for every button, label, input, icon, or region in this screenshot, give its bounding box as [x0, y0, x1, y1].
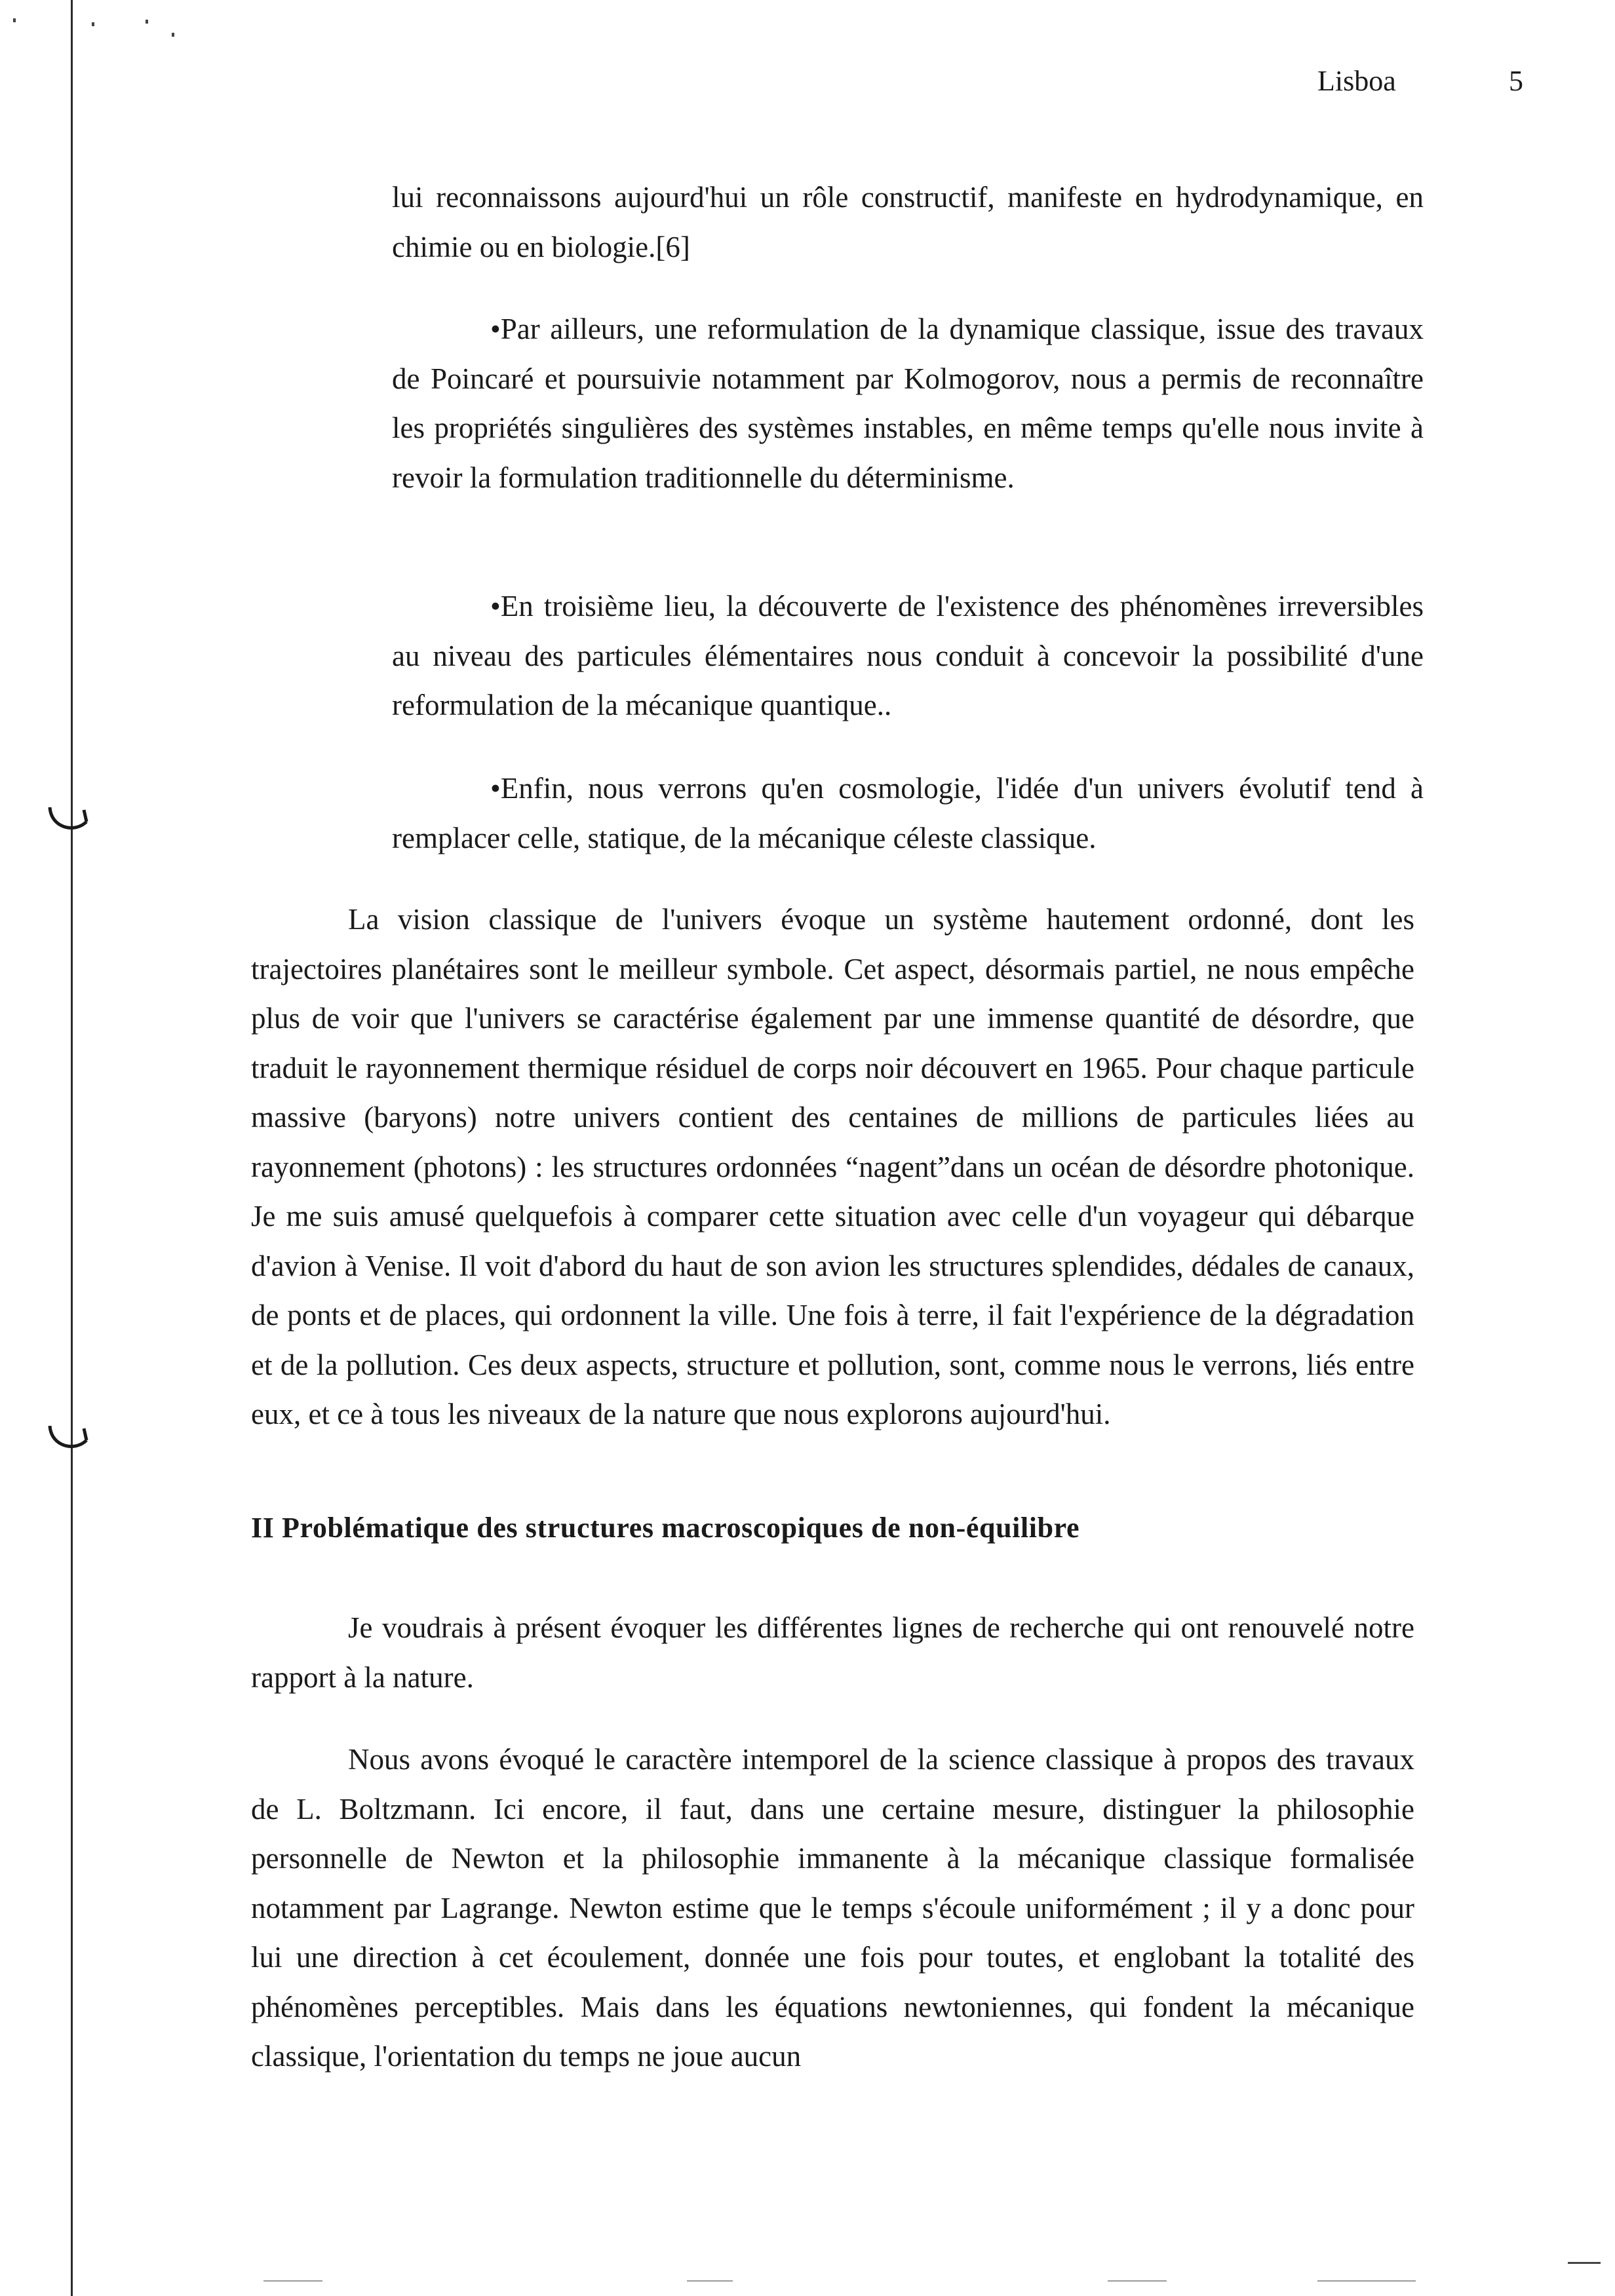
bullet-paragraph-cosmology: •Enfin, nous verrons qu'en cosmologie, l'idée d'un univers évolutif tend à remplacer celle, statique, de la mécanique céleste classique.: [392, 772, 1424, 854]
scan-artifact-line: [1317, 2280, 1416, 2282]
bullet-paragraph-dynamics: •Par ailleurs, une reformulation de la dynamique classique, issue des travaux de Poincaré et poursuivie notamment par Kolmogorov, nous a permis de reconnaître les propriétés singulières des systèmes instables, en même temps qu'elle nous invite à revoir la formulation traditionnelle du déterminisme.: [392, 313, 1424, 494]
binding-margin-line: [71, 0, 73, 2296]
paragraph-continuation: lui reconnaissons aujourd'hui un rôle constructif, manifeste en hydrodynamique, en chimie ou en biologie.[6]: [392, 181, 1424, 263]
scan-artifact-line: [687, 2280, 733, 2282]
scan-artifact-line: [1108, 2280, 1167, 2282]
scan-speck: [172, 33, 174, 37]
page-number: 5: [1509, 65, 1523, 97]
binder-hole-mark-icon: [46, 805, 92, 835]
scan-speck: [146, 20, 148, 24]
scan-speck: [92, 22, 94, 26]
paragraph-research-lines: Je voudrais à présent évoquer les différentes lignes de recherche qui ont renouvelé notre rapport à la nature.: [251, 1611, 1414, 1694]
bullet-paragraph-irreversibility: •En troisième lieu, la découverte de l'existence des phénomènes irreversibles au niveau des particules élémentaires nous conduit à concevoir la possibilité d'une reformulation de la mécanique quantique..: [392, 590, 1424, 721]
paragraph-classical-vision: La vision classique de l'univers évoque un système hautement ordonné, dont les trajectoires planétaires sont le meilleur symbole. Cet aspect, désormais partiel, ne nous empêche plus de voir que l'univers se caractérise également par une immense quantité de désordre, que traduit le rayonnement thermique résiduel de corps noir découvert en 1965. Pour chaque particule massive (baryons) notre univers contient des centaines de millions de particules liées au rayonnement (photons) : les structures ordonnées “nagent”dans un océan de désordre photonique. Je me suis amusé quelquefois à comparer cette situation avec celle d'un voyageur qui débarque d'avion à Venise. Il voit d'abord du haut de son avion les structures splendides, dédales de canaux, de ponts et de places, qui ordonnent la ville. Une fois à terre, il fait l'expérience de la dégradation et de la pollution. Ces deux aspects, structure et pollution, sont, comme nous le verrons, liés entre eux, et ce à tous les niveaux de la nature que nous explorons aujourd'hui.: [251, 903, 1414, 1430]
section-heading: II Problématique des structures macroscopiques de non-équilibre: [251, 1512, 1080, 1544]
running-header: [1317, 64, 1523, 98]
scan-artifact-line: [1568, 2262, 1601, 2264]
scan-speck: [13, 18, 16, 22]
paragraph-newton-time: Nous avons évoqué le caractère intemporel de la science classique à propos des travaux de L. Boltzmann. Ici encore, il faut, dans une certaine mesure, distinguer la philosophie personnelle de Newton et la philosophie immanente à la mécanique classique formalisée notamment par Lagrange. Newton estime que le temps s'écoule uniformément ; il y a donc pour lui une direction à cet écoulement, donnée une fois pour toutes, et englobant la totalité des phénomènes perceptibles. Mais dans les équations newtoniennes, qui fondent la mécanique classique, l'orientation du temps ne joue aucun: [251, 1743, 1414, 2073]
binder-hole-mark-icon: [46, 1423, 92, 1453]
header-title: Lisboa: [1317, 65, 1396, 97]
scan-artifact-line: [263, 2280, 322, 2282]
